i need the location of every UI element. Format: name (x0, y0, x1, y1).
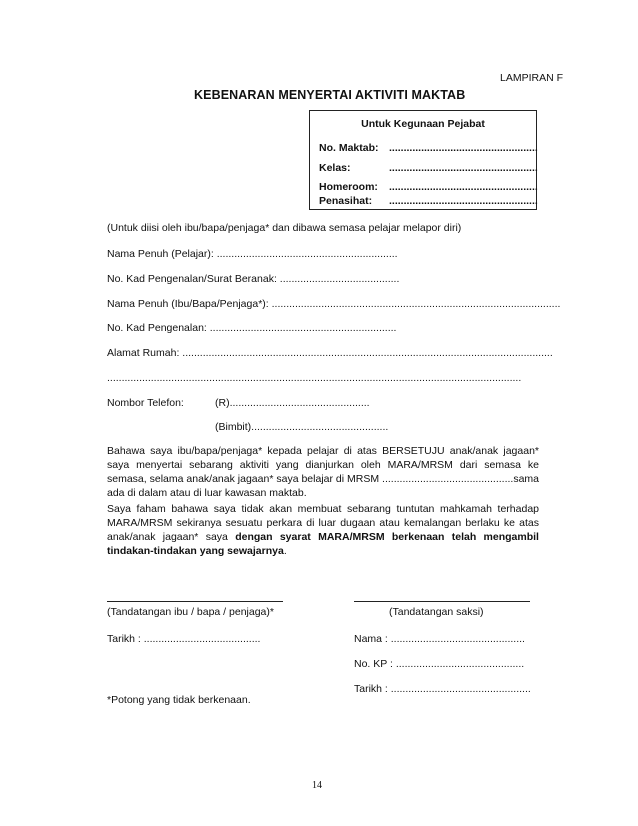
office-row-dots[interactable]: ................................................... (389, 142, 538, 154)
field-tarikh-saksi[interactable]: Tarikh : ................................................ (354, 683, 531, 695)
field-alamat-cont[interactable]: .............................................................................................................................................. (107, 372, 522, 384)
field-alamat[interactable]: Alamat Rumah: ............................................................................................................................... (107, 347, 553, 359)
witness-signature-caption: (Tandatangan saksi) (389, 606, 484, 618)
office-row-no-maktab (319, 142, 538, 154)
page-title: KEBENARAN MENYERTAI AKTIVITI MAKTAB (194, 88, 466, 102)
liability-end: . (283, 545, 287, 557)
liability-paragraph (107, 502, 539, 558)
office-row-label: Homeroom: (319, 181, 378, 193)
office-use-heading: Untuk Kegunaan Pejabat (361, 118, 485, 130)
office-row-label: No. Maktab: (319, 142, 379, 154)
field-kp-saksi[interactable]: No. KP : ............................................ (354, 658, 525, 670)
telefon-label: Nombor Telefon: (107, 397, 184, 409)
office-row-dots[interactable]: ................................................... (389, 181, 538, 193)
office-row-homeroom (319, 181, 538, 193)
field-nama-saksi[interactable]: Nama : .............................................. (354, 633, 525, 645)
office-row-dots[interactable]: ................................................... (389, 195, 538, 207)
witness-signature-line[interactable] (354, 601, 530, 602)
field-telefon-rumah[interactable]: (R)................................................ (215, 397, 370, 409)
field-telefon-bimbit[interactable]: (Bimbit)............................................... (215, 421, 389, 433)
liability-condition: dengan syarat MARA/MRSM berkenaan telah mengambil tindakan-tindakan yang sewajarnya (107, 531, 539, 557)
office-use-box (309, 110, 537, 210)
office-row-label: Penasihat: (319, 195, 373, 207)
page-number: 14 (312, 780, 322, 791)
fill-instruction: (Untuk diisi oleh ibu/bapa/penjaga* dan dibawa semasa pelajar melapor diri) (107, 222, 462, 234)
field-kad-pelajar[interactable]: No. Kad Pengenalan/Surat Beranak: ......................................... (107, 273, 400, 285)
consent-paragraph: Bahawa saya ibu/bapa/penjaga* kepada pelajar di atas BERSETUJU anak/anak jagaan* saya menyertai sebarang aktiviti yang dianjurkan oleh MARA/MRSM dari semasa ke semasa, selama anak/anak jagaan* saya belajar di MRSM .............................................sama ada di dalam atau di luar kawasan maktab. (107, 445, 539, 499)
liability-text: Saya faham bahawa saya tidak akan membuat sebarang tuntutan mahkamah terhadap MARA/MRSM sekiranya sesuatu perkara di luar dugaan atau kemalangan berlaku ke atas anak/anak jagaan* saya (107, 503, 539, 543)
parent-signature-line[interactable] (107, 601, 283, 602)
field-nama-penjaga[interactable]: Nama Penuh (Ibu/Bapa/Penjaga*): ................................................................................................... (107, 298, 561, 310)
field-tarikh-parent[interactable]: Tarikh : ........................................ (107, 633, 261, 645)
field-nama-pelajar[interactable]: Nama Penuh (Pelajar): .............................................................. (107, 248, 398, 260)
office-row-dots[interactable]: ................................................... (389, 162, 538, 174)
office-row-kelas (319, 162, 538, 174)
footnote: *Potong yang tidak berkenaan. (107, 694, 251, 706)
appendix-label: LAMPIRAN F (500, 72, 564, 84)
office-row-penasihat (319, 195, 538, 207)
field-kad-penjaga[interactable]: No. Kad Pengenalan: ................................................................ (107, 322, 397, 334)
office-row-label: Kelas: (319, 162, 351, 174)
parent-signature-caption: (Tandatangan ibu / bapa / penjaga)* (107, 606, 274, 618)
